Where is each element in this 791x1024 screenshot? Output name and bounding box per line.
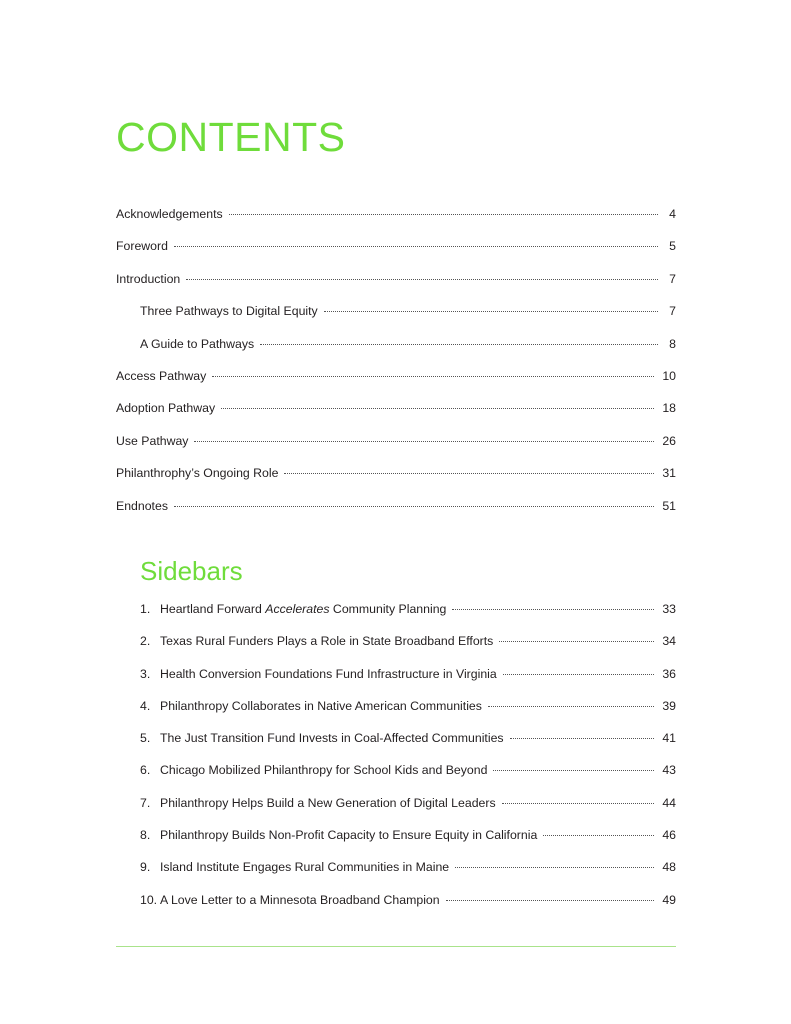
toc-entry-label: Introduction — [116, 271, 181, 286]
toc-entry-page: 10 — [662, 368, 676, 383]
toc-entry-access-pathway[interactable] — [116, 364, 676, 396]
table-of-contents — [116, 202, 676, 526]
toc-entry-page: 7 — [669, 304, 676, 319]
toc-entry-guide-to-pathways[interactable] — [116, 332, 676, 364]
sidebar-entry-page: 33 — [662, 602, 676, 616]
sidebar-entry-page: 44 — [662, 795, 676, 810]
toc-entry-page: 26 — [662, 433, 676, 448]
dot-leader — [284, 473, 654, 474]
sidebar-entry-page: 43 — [662, 763, 676, 778]
sidebar-entry-label: Heartland Forward Accelerates Community Planning — [160, 602, 447, 616]
sidebar-entry-number: 7. — [140, 795, 151, 810]
toc-entry-label: Use Pathway — [116, 433, 189, 448]
toc-entry-philanthropy-role[interactable] — [116, 461, 676, 493]
sidebar-entry-number: 3. — [140, 666, 151, 681]
dot-leader — [186, 279, 658, 280]
toc-entry-use-pathway[interactable] — [116, 429, 676, 461]
toc-entry-adoption-pathway[interactable] — [116, 396, 676, 428]
sidebar-entry-1[interactable] — [140, 597, 676, 629]
dot-leader — [502, 803, 655, 804]
dot-leader — [260, 344, 658, 345]
sidebar-entry-3[interactable] — [140, 662, 676, 694]
dot-leader — [543, 835, 654, 836]
sidebar-entry-page: 36 — [662, 666, 676, 681]
sidebar-entry-label: Health Conversion Foundations Fund Infrastructure in Virginia — [160, 666, 497, 681]
dot-leader — [503, 674, 655, 675]
footer-divider — [116, 946, 676, 947]
page-title: CONTENTS — [116, 114, 346, 160]
dot-leader — [194, 441, 654, 442]
dot-leader — [174, 246, 658, 247]
dot-leader — [499, 641, 654, 642]
sidebar-entry-label: Philanthropy Collaborates in Native American Communities — [160, 698, 482, 713]
dot-leader — [212, 376, 654, 377]
sidebar-entry-number: 8. — [140, 828, 151, 843]
sidebar-entry-label: Philanthropy Helps Build a New Generation of Digital Leaders — [160, 795, 496, 810]
sidebar-entry-5[interactable] — [140, 726, 676, 758]
dot-leader — [488, 706, 654, 707]
sidebar-entry-number: 1. — [140, 602, 151, 616]
sidebar-entry-number: 6. — [140, 763, 151, 778]
toc-entry-page: 51 — [662, 498, 676, 513]
sidebar-entry-4[interactable] — [140, 694, 676, 726]
sidebar-entry-7[interactable] — [140, 791, 676, 823]
dot-leader — [493, 770, 654, 771]
dot-leader — [446, 900, 655, 901]
dot-leader — [455, 867, 654, 868]
sidebars-list — [140, 597, 676, 920]
sidebar-entry-label: A Love Letter to a Minnesota Broadband Champion — [160, 892, 440, 907]
sidebar-entry-9[interactable] — [140, 855, 676, 887]
sidebar-entry-page: 39 — [662, 698, 676, 713]
dot-leader — [510, 738, 655, 739]
toc-entry-page: 5 — [669, 239, 676, 254]
toc-entry-label: Endnotes — [116, 498, 168, 513]
sidebar-entry-label: Chicago Mobilized Philanthropy for School Kids and Beyond — [160, 763, 488, 778]
sidebar-entry-2[interactable] — [140, 629, 676, 661]
toc-entry-label: Three Pathways to Digital Equity — [140, 304, 318, 319]
toc-entry-page: 7 — [669, 271, 676, 286]
toc-entry-page: 4 — [669, 207, 676, 221]
toc-entry-label: Foreword — [116, 239, 168, 254]
sidebar-entry-label: Island Institute Engages Rural Communities in Maine — [160, 860, 450, 875]
sidebar-entry-page: 49 — [662, 892, 676, 907]
toc-entry-label: Philanthrophy’s Ongoing Role — [116, 466, 279, 481]
sidebar-entry-6[interactable] — [140, 758, 676, 790]
sidebar-entry-8[interactable] — [140, 823, 676, 855]
toc-entry-page: 18 — [662, 401, 676, 416]
dot-leader — [452, 609, 654, 610]
sidebar-entry-label: The Just Transition Fund Invests in Coal-Affected Communities — [160, 731, 504, 746]
sidebar-entry-number: 4. — [140, 698, 151, 713]
toc-entry-page: 8 — [669, 336, 676, 351]
dot-leader — [174, 506, 654, 507]
sidebar-entry-page: 41 — [662, 731, 676, 746]
sidebar-entry-10[interactable] — [140, 888, 676, 920]
sidebar-entry-page: 48 — [662, 860, 676, 875]
sidebar-entry-number: 5. — [140, 731, 151, 746]
toc-entry-label: Acknowledgements — [116, 207, 223, 221]
toc-entry-acknowledgements[interactable] — [116, 202, 676, 234]
sidebar-entry-page: 34 — [662, 634, 676, 649]
toc-entry-foreword[interactable] — [116, 234, 676, 266]
toc-entry-page: 31 — [662, 466, 676, 481]
sidebars-heading: Sidebars — [140, 556, 243, 586]
toc-entry-label: Access Pathway — [116, 368, 207, 383]
sidebar-entry-label: Texas Rural Funders Plays a Role in State Broadband Efforts — [160, 634, 494, 649]
toc-entry-label: A Guide to Pathways — [140, 336, 255, 351]
dot-leader — [221, 408, 654, 409]
sidebar-entry-number: 10. — [140, 892, 158, 907]
sidebar-entry-number: 2. — [140, 634, 151, 649]
dot-leader — [229, 214, 658, 215]
toc-entry-endnotes[interactable] — [116, 494, 676, 526]
toc-entry-three-pathways[interactable] — [116, 299, 676, 331]
sidebar-entry-page: 46 — [662, 828, 676, 843]
toc-entry-label: Adoption Pathway — [116, 401, 216, 416]
toc-entry-introduction[interactable] — [116, 267, 676, 299]
sidebar-entry-label: Philanthropy Builds Non-Profit Capacity to Ensure Equity in California — [160, 828, 538, 843]
dot-leader — [324, 311, 658, 312]
sidebar-entry-number: 9. — [140, 860, 151, 875]
